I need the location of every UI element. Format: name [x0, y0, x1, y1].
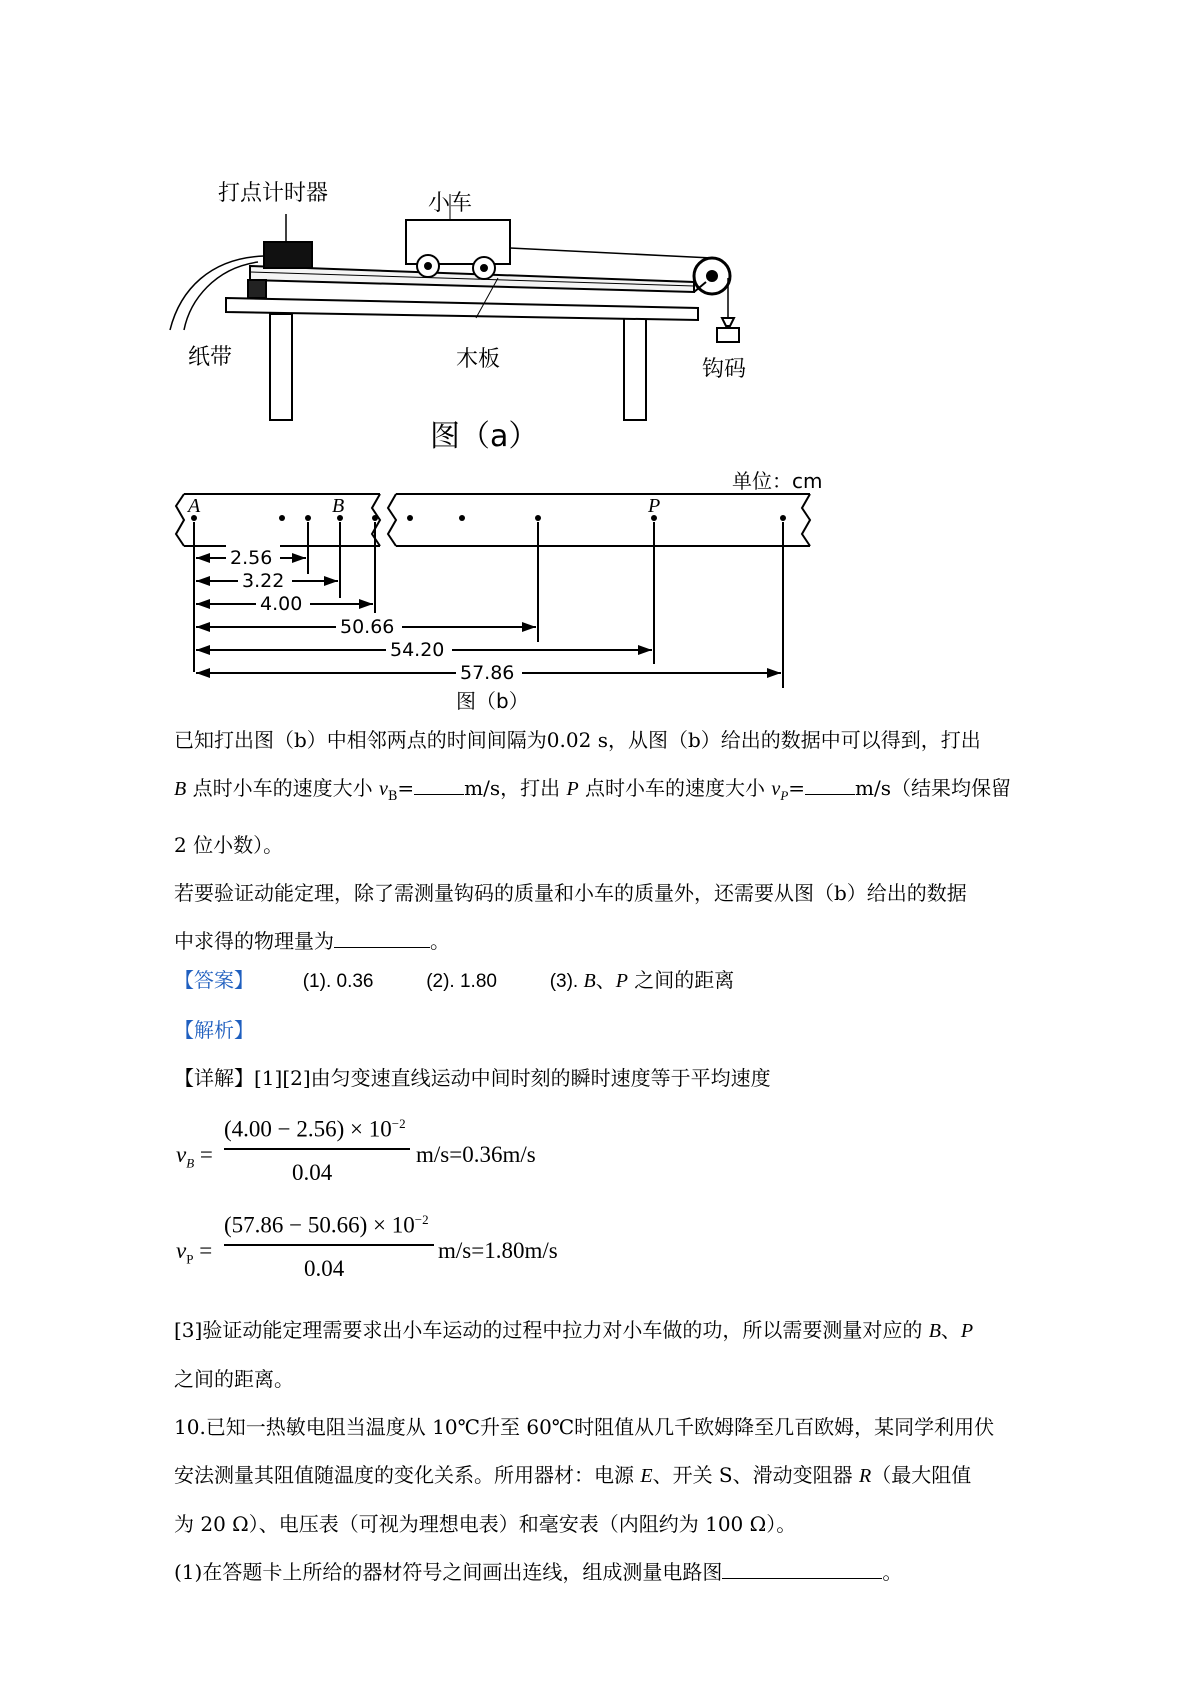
distance-label: 3.22	[242, 570, 285, 592]
text: m/s，打出	[464, 776, 567, 800]
answer-line	[174, 956, 1054, 1006]
detail-line: 【详解】[1][2]由匀变速直线运动中间时刻的瞬时速度等于平均速度	[174, 1066, 771, 1090]
text: (3).	[549, 971, 584, 992]
question-line-4: 若要验证动能定理，除了需测量钩码的质量和小车的质量外，还需要从图（b）给出的数据	[174, 881, 967, 905]
answer-3	[550, 968, 735, 992]
answer-blank-quantity	[334, 927, 430, 948]
label-timer: 打点计时器	[218, 181, 329, 206]
point-b: B	[174, 778, 187, 800]
hook-weight-icon	[717, 328, 739, 342]
formula-numerator	[224, 1212, 429, 1239]
figure-b	[176, 494, 810, 546]
label-weight: 钩码	[702, 357, 747, 382]
text: (4.00 − 2.56) × 10	[224, 1116, 392, 1142]
text: 。	[430, 929, 450, 953]
sub-p: P	[780, 788, 789, 803]
point-p: P	[566, 778, 579, 800]
formula-numerator	[224, 1116, 406, 1143]
caption-figure-b: 图（b）	[456, 689, 529, 713]
text: m/s（结果均保留	[855, 776, 1011, 800]
text: 。	[882, 1560, 903, 1584]
q10-line-2	[174, 1451, 1054, 1500]
var-v: v	[176, 1142, 187, 1167]
point-p-label: P	[648, 495, 661, 517]
var-r: R	[859, 1465, 872, 1487]
text: 点时小车的速度大小	[578, 776, 772, 800]
text: (1)在答题卡上所给的器材符号之间画出连线，组成测量电路图	[174, 1560, 723, 1584]
label-board: 木板	[456, 347, 501, 372]
answer-tag: 【答案】	[174, 968, 254, 992]
exponent: −2	[414, 1212, 429, 1227]
experiment-figures	[0, 0, 1200, 720]
tape-dots	[191, 515, 786, 521]
q10-line-1: 10.已知一热敏电阻当温度从 10℃升至 60℃时阻值从几千欧姆降至几百欧姆，某同学利用伏	[174, 1415, 995, 1439]
point-b-label: B	[332, 495, 345, 517]
text: （最大阻值	[871, 1463, 972, 1487]
fraction-bar	[224, 1148, 410, 1150]
point-b: B	[928, 1320, 941, 1342]
point-b: B	[583, 970, 596, 992]
var-e: E	[640, 1465, 653, 1487]
text: 之间的距离	[627, 968, 735, 992]
analysis-tag: 【解析】	[174, 1018, 254, 1042]
sub-b: B	[387, 789, 398, 804]
text: 、	[940, 1318, 961, 1342]
sub-b: B	[186, 1155, 195, 1171]
label-tape: 纸带	[188, 345, 233, 370]
caption-figure-a: 图（a）	[430, 419, 539, 454]
equals: =	[194, 1142, 213, 1167]
text: 、开关 S、滑动变阻器	[652, 1463, 859, 1487]
equals: =	[193, 1238, 213, 1263]
point-p: P	[615, 970, 628, 992]
distance-label: 50.66	[340, 616, 395, 638]
formula-vb	[176, 1116, 596, 1196]
answer-1: (1). 0.36	[302, 971, 374, 992]
formula-lhs	[176, 1238, 212, 1268]
formula-denominator: 0.04	[304, 1256, 345, 1281]
sub-p: P	[186, 1251, 194, 1267]
fraction-bar	[224, 1244, 434, 1246]
text: 安法测量其阻值随温度的变化关系。所用器材：电源	[174, 1463, 641, 1487]
text: [3]验证动能定理需要求出小车运动的过程中拉力对小车做的功，所以需要测量对应的	[174, 1318, 929, 1342]
answer-blank-vp	[805, 774, 855, 795]
question-block	[174, 716, 1054, 965]
distance-label: 54.20	[390, 639, 445, 661]
point-a-label: A	[188, 495, 201, 517]
explanation-line-1	[174, 1306, 1054, 1355]
distance-label: 2.56	[230, 547, 273, 569]
distance-label: 4.00	[260, 593, 303, 615]
var-v: v	[176, 1238, 187, 1263]
point-p: P	[960, 1320, 974, 1342]
answer-blank-circuit	[722, 1558, 882, 1579]
text: =	[397, 776, 415, 800]
var-v: v	[771, 778, 781, 800]
table-leg-right	[624, 314, 646, 420]
answer-blank-vb	[414, 774, 464, 795]
tick-timer-icon	[264, 242, 312, 268]
formula-denominator: 0.04	[292, 1160, 333, 1185]
formula-vp	[176, 1212, 616, 1292]
answer-block	[174, 956, 1054, 1102]
text: 点时小车的速度大小	[186, 776, 379, 800]
text: (57.86 − 50.66) × 10	[224, 1212, 415, 1238]
text: =	[788, 776, 806, 800]
question-line-3: 2 位小数）。	[174, 833, 284, 857]
var-v: v	[378, 778, 388, 800]
q10-line-4	[174, 1548, 1054, 1596]
answer-2: (2). 1.80	[426, 971, 497, 992]
question-line-1: 已知打出图（b）中相邻两点的时间间隔为0.02 s，从图（b）给出的数据中可以得到，打出	[174, 728, 981, 752]
distance-label: 57.86	[460, 662, 515, 684]
table-leg-left	[270, 314, 292, 420]
unit-label: 单位：cm	[732, 469, 823, 493]
exponent: −2	[391, 1116, 406, 1131]
formula-result: m/s=1.80m/s	[438, 1238, 558, 1263]
formula-result: m/s=0.36m/s	[416, 1142, 536, 1167]
formula-lhs	[176, 1142, 213, 1172]
text: 中求得的物理量为	[174, 929, 334, 953]
explanation-block	[174, 1306, 1054, 1596]
explanation-line-2: 之间的距离。	[174, 1367, 294, 1391]
question-line-2	[174, 764, 1054, 821]
text: 、	[595, 968, 616, 992]
figure-a	[170, 194, 739, 420]
table-top	[226, 298, 698, 320]
label-cart: 小车	[428, 191, 473, 216]
q10-line-3: 为 20 Ω）、电压表（可视为理想电表）和毫安表（内阻约为 100 Ω）。	[174, 1512, 797, 1536]
